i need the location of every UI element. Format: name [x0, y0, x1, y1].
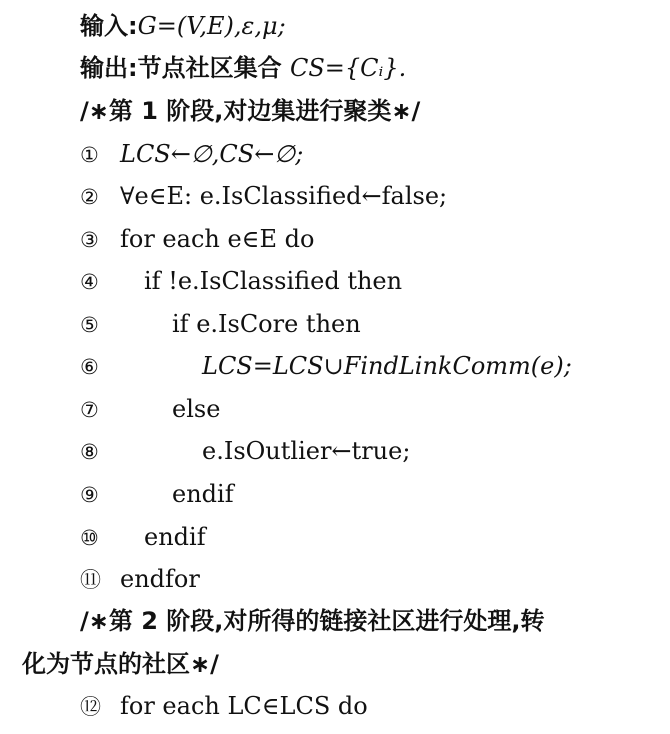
step-number: ⑤ — [80, 313, 99, 337]
step-code: e.IsOutlier←true; — [202, 437, 411, 465]
output-label: 输出:节点社区集合 — [80, 54, 290, 82]
step-number: ⑥ — [80, 355, 99, 379]
step-number: ⑫ — [80, 695, 101, 719]
step-5 — [80, 304, 361, 344]
output-expression: CS={Cᵢ}. — [289, 54, 407, 82]
input-label: 输入: — [80, 12, 138, 40]
step-8 — [80, 431, 410, 471]
step-7 — [80, 389, 220, 429]
step-code: if e.IsCore then — [172, 310, 361, 338]
step-11 — [80, 559, 200, 599]
step-code: for each LC∈LCS do — [120, 692, 368, 720]
stage-2-comment-line-1: /∗第 2 阶段,对所得的链接社区进行处理,转 — [80, 607, 545, 635]
input-line — [80, 6, 286, 46]
step-code: for each e∈E do — [120, 225, 315, 253]
step-6 — [80, 346, 572, 386]
step-code: endfor — [120, 565, 200, 593]
step-number: ⑩ — [80, 526, 99, 550]
stage-2-comment-line-2: 化为节点的社区∗/ — [22, 650, 219, 678]
step-code: endif — [172, 480, 234, 508]
step-code: LCS=LCS∪FindLinkComm(e); — [202, 352, 572, 380]
step-number: ⑦ — [80, 398, 99, 422]
step-number: ③ — [80, 228, 99, 252]
step-4 — [80, 261, 402, 301]
step-number: ⑨ — [80, 483, 99, 507]
output-line — [80, 48, 406, 88]
step-2 — [80, 176, 447, 216]
step-12 — [80, 686, 368, 726]
input-expression: G=(V,E),ε,μ; — [137, 12, 286, 40]
step-number: ⑧ — [80, 440, 99, 464]
step-number: ⑪ — [80, 568, 101, 592]
step-code: LCS←∅,CS←∅; — [120, 140, 304, 168]
stage-1-comment: /∗第 1 阶段,对边集进行聚类∗/ — [80, 97, 421, 125]
step-code: if !e.IsClassified then — [144, 267, 403, 295]
step-10 — [80, 517, 206, 557]
step-code: ∀e∈E: e.IsClassified←false; — [120, 182, 448, 210]
step-number: ④ — [80, 270, 99, 294]
step-3 — [80, 219, 314, 259]
step-1 — [80, 134, 303, 174]
step-9 — [80, 474, 234, 514]
step-number: ② — [80, 185, 99, 209]
step-code: endif — [144, 523, 206, 551]
step-number: ① — [80, 143, 99, 167]
step-code: else — [172, 395, 221, 423]
